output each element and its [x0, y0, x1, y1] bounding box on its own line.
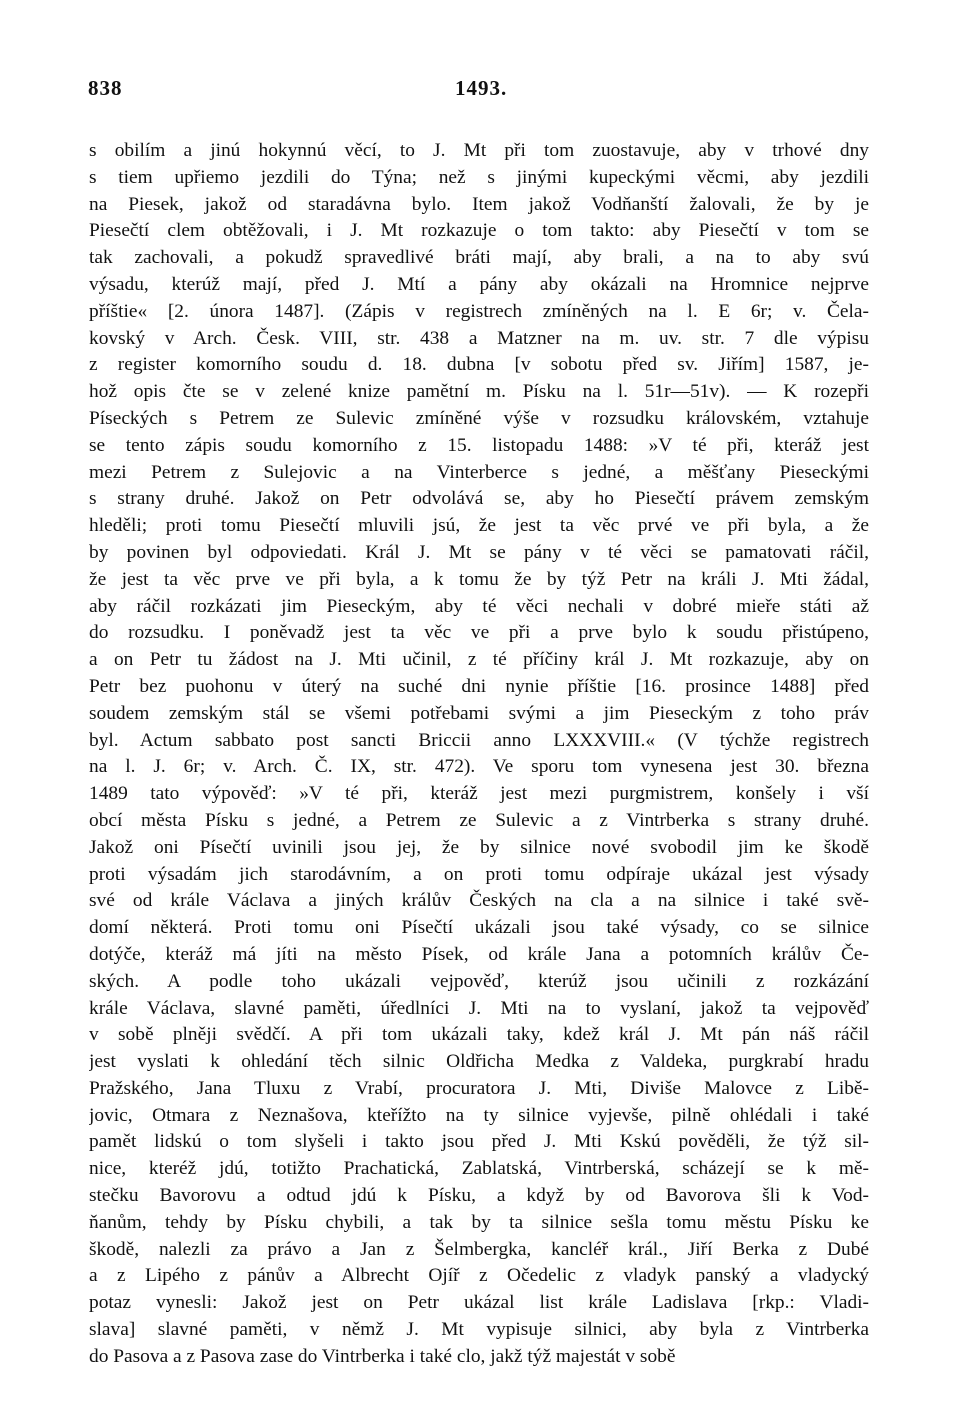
page-number: 838: [88, 76, 123, 100]
text-line: tak zachovali, a pokudž spravedlivé bráti mají, aby brali, a na to aby svú: [89, 247, 869, 269]
page-header: [88, 76, 864, 102]
text-line: aby ráčil rozkázati jim Pieseckým, aby té věci nechali v dobré mieře státi až: [89, 595, 869, 617]
text-line: že jest ta věc prve ve při byla, a k tomu že by týž Petr na králi J. Mti žádal,: [89, 568, 869, 590]
text-line: s tiem upřiemo jezdili do Týna; než s jinými kupeckými věcmi, aby jezdili: [89, 166, 869, 188]
text-line: by povinen byl odpoviedati. Král J. Mt se pány v té věci se pamatovati ráčil,: [89, 541, 869, 563]
text-line: proti výsadám jich starodávním, a on proti tomu odpíraje ukázal jest výsady: [89, 863, 869, 885]
text-line: ských. A podle toho ukázali vejpověď, kterúž jsou učinili z rozkázání: [89, 970, 869, 992]
text-line: na l. J. 6r; v. Arch. Č. IX, str. 472). Ve sporu tom vynesena jest 30. března: [89, 756, 869, 778]
text-line: a on Petr tu žádost na J. Mti učinil, z té příčiny král J. Mt rozkazuje, aby on: [89, 649, 869, 671]
text-line: s obilím a jinú hokynnú věcí, to J. Mt při tom zuostavuje, aby v trhové dny: [89, 140, 869, 161]
text-line: Jakož oni Písečtí uvinili jsou jej, že by silnice nové svobodil jim ke škodě: [89, 836, 869, 858]
text-line: obcí města Písku s jedné, a Petrem ze Sulevic a z Vintrberka s strany druhé.: [89, 809, 869, 831]
text-line: byl. Actum sabbato post sancti Briccii anno LXXXVIII.« (V týchže registrech: [89, 729, 869, 751]
text-line: výsadu, kterúž mají, před J. Mtí a pány aby okázali na Hromnice nejprve: [89, 273, 869, 295]
text-line: a z Lipého z pánův a Albrecht Ojíř z Očedelic z vladyk panský a vladycký: [89, 1265, 869, 1287]
text-line: slava] slavné paměti, v němž J. Mt vypisuje silnici, aby byla z Vintrberka: [89, 1319, 869, 1341]
text-line: krále Václava, slavné paměti, úředlníci J. Mti na to vyslaní, jakož ta vejpověď: [89, 997, 869, 1019]
text-line: stečku Bavorovu a odtud jdú k Písku, a když by od Bavorova šli k Vod-: [89, 1185, 869, 1207]
text-line: soudem zemským stál se všemi potřebami svými a jim Pieseckým z toho práv: [89, 702, 869, 724]
text-line: Píseckých s Petrem ze Sulevic zmíněné výše v rozsudku královském, vztahuje: [89, 407, 869, 429]
text-line: z register komorního soudu d. 18. dubna [v sobotu před sv. Jiřím] 1587, je-: [89, 354, 869, 376]
text-line: se tento zápis soudu komorního z 15. listopadu 1488: »V té při, kteráž jest: [89, 434, 869, 456]
text-line: do rozsudku. I poněvadž jest ta věc ve při a prve bylo k soudu přistúpeno,: [89, 622, 869, 644]
text-line: pamět lidskú o tom slyšeli i takto jsou před J. Mti Kskú pověděli, že týž sil-: [89, 1131, 869, 1153]
text-line: na Piesek, jakož od staradávna bylo. Item jakož Vodňanští žalovali, že by je: [89, 193, 869, 215]
text-line: nice, kteréž jdú, totižto Prachatická, Zablatská, Vintrberská, scházejí se k mě-: [89, 1158, 869, 1180]
text-line: domí některá. Proti tomu oni Písečtí ukázali jsou také výsady, co se silnice: [89, 917, 869, 939]
text-line: mezi Petrem z Sulejovic a na Vinterberce s jedné, a měšťany Pieseckými: [89, 461, 869, 483]
text-line: kovský v Arch. Česk. VIII, str. 438 a Matzner na m. uv. str. 7 dle výpisu: [89, 327, 869, 349]
text-line: do Pasova a z Pasova zase do Vintrberka i také clo, jakž týž majestát v sobě: [89, 1345, 676, 1367]
text-line: Petr bez puohonu v úterý na suché dni nynie příštie [16. prosince 1488] před: [89, 675, 869, 697]
text-line: Piesečtí clem obtěžovali, i J. Mt rozkazuje o tom takto: aby Piesečtí v tom se: [89, 220, 869, 242]
body-text: [89, 138, 869, 1371]
text-line: s strany druhé. Jakož on Petr odvolává se, aby ho Piesečtí právem zemským: [89, 488, 869, 510]
text-line: příštie« [2. února 1487]. (Zápis v registrech zmíněných na l. E 6r; v. Čela-: [89, 300, 869, 322]
text-line: hož opis čte se v zelené knize pamětní m. Písku na l. 51r—51v). — K rozepři: [89, 381, 869, 403]
running-header-year: 1493.: [455, 76, 508, 100]
text-line: ňanům, tehdy by Písku chybili, a tak by ta silnice sešla tomu městu Písku ke: [89, 1211, 869, 1233]
text-line: dotýče, kteráž má jíti na město Písek, od krále Jana a potomních králův Če-: [89, 943, 869, 965]
text-line: 1489 tato výpověď: »V té při, kteráž jest mezi purgmistrem, konšely i vší: [89, 783, 869, 805]
text-line: v sobě plněji svědčí. A při tom ukázali taky, kdež král J. Mt pán náš ráčil: [89, 1024, 869, 1046]
text-line: potaz vynesli: Jakož jest on Petr ukázal list krále Ladislava [rkp.: Vladi-: [89, 1292, 869, 1314]
text-line: své od krále Václava a jiných králův Českých na cla a na silnice i také svě-: [89, 890, 869, 912]
text-line: hleděli; proti tomu Piesečtí mluvili jsú, že jest ta věc prvé ve při byla, a že: [89, 515, 869, 537]
text-line: jovic, Otmara z Neznašova, kteřížto na ty silnice vyjevše, pilně ohlédali i také: [89, 1104, 869, 1126]
text-line: Pražského, Jana Tluxu z Vrabí, procuratora J. Mti, Diviše Malovce z Libě-: [89, 1077, 869, 1099]
text-line: škodě, nalezli za právo a Jan z Šelmbergka, kancléř král., Jiří Berka z Dubé: [89, 1238, 869, 1260]
text-line: jest vyslati k ohledání těch silnic Oldřicha Medka z Valdeka, purgkrabí hradu: [89, 1051, 869, 1073]
